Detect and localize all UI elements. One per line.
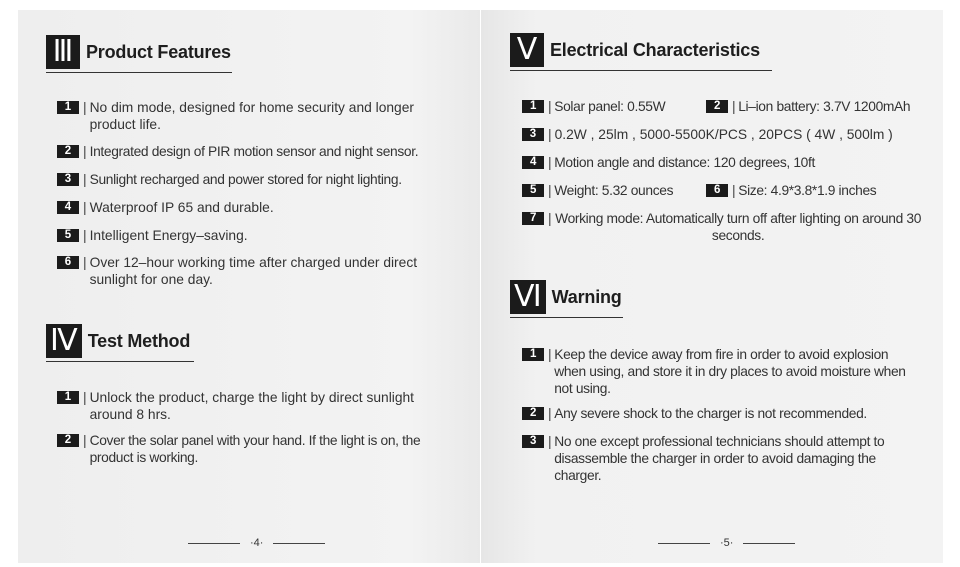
item-number: 6	[706, 184, 728, 197]
item-text: Over 12–hour working time after charged under direct sunlight for one day.	[89, 255, 418, 287]
item-number: 1	[57, 391, 79, 404]
item-text: Keep the device away from fire in order to avoid explosion when using, and store it in dry places to avoid moisture when not using.	[554, 347, 906, 396]
item-separator: |	[83, 100, 87, 115]
section-title: Product Features	[86, 41, 231, 62]
section-numeral: Ⅵ	[510, 280, 546, 314]
item-separator: |	[548, 347, 552, 362]
item-text: Waterproof IP 65 and durable.	[89, 200, 274, 215]
item-number: 2	[57, 145, 79, 158]
section-numeral: Ⅴ	[510, 33, 544, 67]
spec-item-2	[706, 98, 921, 115]
feature-item-2	[57, 143, 452, 160]
spec-item-4	[522, 154, 922, 171]
warning-item-1	[522, 346, 922, 397]
feature-item-3	[57, 171, 452, 188]
section-warning-heading	[510, 280, 623, 318]
page-number: ·4·	[250, 537, 264, 549]
item-separator: |	[548, 211, 552, 226]
spec-item-5	[522, 182, 702, 199]
item-text: Integrated design of PIR motion sensor and night sensor.	[89, 144, 419, 159]
item-number: 4	[522, 156, 544, 169]
item-text: Intelligent Energy–saving.	[89, 228, 248, 243]
item-number: 1	[522, 100, 544, 113]
item-text: Unlock the product, charge the light by direct sunlight around 8 hrs.	[89, 390, 415, 422]
section-title: Test Method	[87, 330, 191, 351]
item-text: Any severe shock to the charger is not recommended.	[554, 406, 867, 421]
item-separator: |	[83, 433, 87, 448]
item-number: 7	[522, 212, 544, 225]
item-separator: |	[732, 183, 736, 198]
item-text: Size: 4.9*3.8*1.9 inches	[738, 183, 877, 198]
feature-item-6	[57, 254, 452, 288]
item-text: No one except professional technicians should attempt to disassemble the charger in order to avoid damaging the charger.	[554, 434, 885, 483]
item-separator: |	[83, 228, 87, 243]
item-number: 6	[57, 256, 79, 269]
folio-rule	[188, 543, 240, 544]
item-number: 3	[522, 435, 544, 448]
section-title: Electrical Characteristics	[550, 39, 760, 60]
item-separator: |	[83, 390, 87, 405]
item-separator: |	[548, 99, 552, 114]
item-text: Cover the solar panel with your hand. If the light is on, the product is working.	[89, 433, 421, 465]
item-separator: |	[548, 155, 552, 170]
item-number: 2	[57, 434, 79, 447]
item-separator: |	[548, 183, 552, 198]
warning-item-2	[522, 405, 922, 422]
warning-item-3	[522, 433, 922, 484]
item-number: 2	[522, 407, 544, 420]
item-text: Motion angle and distance: 120 degrees, 10ft	[554, 155, 815, 170]
item-number: 5	[57, 229, 79, 242]
item-separator: |	[83, 255, 87, 270]
item-text: 0.2W , 25lm , 5000-5500K/PCS , 20PCS ( 4W , 500lm )	[554, 127, 893, 142]
item-separator: |	[83, 172, 87, 187]
item-text: Sunlight recharged and power stored for night lighting.	[89, 172, 402, 187]
section-numeral: Ⅳ	[46, 324, 82, 358]
section-numeral: Ⅲ	[46, 35, 80, 69]
item-text: Weight: 5.32 ounces	[554, 183, 674, 198]
item-number: 1	[522, 348, 544, 361]
item-text: No dim mode, designed for home security and longer product life.	[89, 100, 414, 132]
feature-item-4	[57, 199, 452, 216]
item-number: 4	[57, 201, 79, 214]
item-separator: |	[732, 99, 736, 114]
spec-item-1	[522, 98, 702, 115]
test-item-1	[57, 389, 452, 423]
item-text: Working mode: Automatically turn off after lighting on around 30 seconds.	[555, 211, 922, 243]
feature-item-1	[57, 99, 452, 133]
section-test-method-heading	[46, 324, 194, 362]
item-separator: |	[548, 434, 552, 449]
item-separator: |	[548, 406, 552, 421]
item-number: 2	[706, 100, 728, 113]
item-number: 3	[57, 173, 79, 186]
folio-rule	[273, 543, 325, 544]
item-text: Solar panel: 0.55W	[554, 99, 666, 114]
spec-item-3	[522, 126, 922, 143]
page-number-right	[648, 537, 805, 549]
section-product-features-heading	[46, 35, 232, 73]
feature-item-5	[57, 227, 452, 244]
section-electrical-characteristics-heading	[510, 33, 772, 71]
page-number: ·5·	[720, 537, 734, 549]
item-separator: |	[83, 200, 87, 215]
spec-item-7	[522, 210, 922, 244]
item-number: 1	[57, 101, 79, 114]
page-number-left	[178, 537, 335, 549]
section-title: Warning	[551, 286, 622, 307]
folio-rule	[658, 543, 710, 544]
folio-rule	[743, 543, 795, 544]
spec-item-6	[706, 182, 921, 199]
item-separator: |	[548, 127, 552, 142]
item-number: 5	[522, 184, 544, 197]
item-number: 3	[522, 128, 544, 141]
item-separator: |	[83, 144, 87, 159]
test-item-2	[57, 432, 452, 466]
item-text: Li–ion battery: 3.7V 1200mAh	[738, 99, 911, 114]
